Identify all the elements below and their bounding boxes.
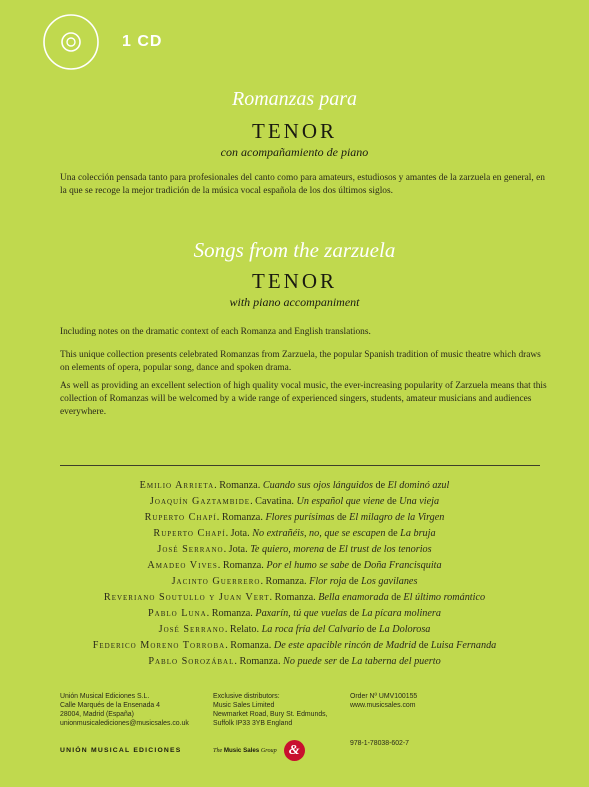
- cd-badge: [42, 12, 162, 72]
- song-entry: José Serrano. Jota. Te quiero, morena de El trust de los tenorios: [157, 544, 432, 555]
- song-de: de: [418, 640, 429, 651]
- song-composer: Pablo Sorozábal: [148, 656, 235, 667]
- order-number: Order Nº UMV100155: [350, 693, 418, 700]
- spanish-title-block: [0, 88, 589, 160]
- spanish-subtitle: con acompañamiento de piano: [220, 145, 369, 159]
- english-description-popularity: As well as providing an excellent selection of high quality vocal music, the ever-increasing popularity of Zarzuela means that this collection of Romanzas will be welcomed by a wide range of experienced singers, students, amateur musicians and audiences everywhere.: [60, 381, 547, 417]
- song-composer: Amadeo Vives: [147, 560, 218, 571]
- song-work: Los gavilanes: [361, 576, 418, 587]
- english-title: Songs from the zarzuela: [193, 238, 396, 262]
- song-work: La taberna del puerto: [351, 656, 441, 667]
- song-composer: Pablo Luna: [148, 608, 207, 619]
- song-title: No puede ser: [283, 656, 337, 667]
- song-composer: Jacinto Guerrero: [171, 576, 261, 587]
- song-de: de: [336, 512, 347, 523]
- song-title: Flor roja: [309, 576, 347, 587]
- song-title: Paxarín, tú que vuelas: [255, 608, 348, 619]
- publisher-name: Unión Musical Ediciones S.L.: [60, 693, 150, 700]
- publisher-address: [60, 692, 189, 728]
- order-info: [350, 692, 417, 710]
- song-entry: Emilio Arrieta. Romanza. Cuando sus ojos lánguidos de El dominó azul: [139, 480, 450, 491]
- song-composer: Ruperto Chapí: [144, 512, 217, 523]
- isbn: 978-1-78038-602-7: [350, 740, 409, 747]
- song-work: La pícara molinera: [361, 608, 441, 619]
- ampersand-logo-icon: &: [284, 740, 305, 761]
- song-form: Cavatina.: [255, 496, 294, 507]
- song-composer: Federico Moreno Torroba: [92, 640, 226, 651]
- song-form: Romanza.: [230, 640, 272, 651]
- song-form: Romanza.: [219, 480, 261, 491]
- song-title: Flores purísimas: [265, 512, 335, 523]
- song-form: Jota.: [230, 528, 250, 539]
- song-entry: Joaquín Gaztambide. Cavatina. Un español que viene de Una vieja: [149, 496, 440, 507]
- english-description-collection: This unique collection presents celebrated Romanzas from Zarzuela, the popular Spanish tradition of music theatre which draws on elements of opera, popular song, dance and spoken drama.: [60, 350, 541, 373]
- publisher-city: 28004, Madrid (España): [60, 711, 134, 718]
- song-work: Luisa Fernanda: [430, 640, 497, 651]
- song-entry: Ruperto Chapí. Romanza. Flores purísimas de El milagro de la Virgen: [144, 512, 445, 523]
- song-form: Jota.: [228, 544, 248, 555]
- song-entry: Federico Moreno Torroba. Romanza. De este apacible rincón de Madrid de Luisa Fernanda: [92, 640, 497, 651]
- song-composer: José Serrano: [157, 544, 224, 555]
- song-de: de: [326, 544, 337, 555]
- song-de: de: [388, 528, 398, 539]
- song-list: [0, 478, 589, 670]
- distributor-address: [213, 692, 328, 728]
- spanish-description: Una colección pensada tanto para profesionales del canto como para amateurs, estudiosos y amantes de la zarzuela en general, en la que se recoge la mejor tradición de la música vocal española de los dos últimos siglos.: [60, 173, 545, 196]
- english-subtitle: with piano accompaniment: [229, 295, 360, 309]
- song-work: El dominó azul: [387, 480, 450, 491]
- song-title: Por el humo se sabe: [266, 560, 350, 571]
- song-entry: José Serrano. Relato. La roca fría del Calvario de La Dolorosa: [158, 624, 431, 635]
- song-title: Bella enamorada: [318, 592, 389, 603]
- song-form: Romanza.: [211, 608, 253, 619]
- publisher-street: Calle Marqués de la Ensenada 4: [60, 702, 160, 709]
- song-composer: Ruperto Chapí: [153, 528, 226, 539]
- song-de: de: [348, 576, 359, 587]
- song-composer: Joaquín Gaztambide: [149, 496, 251, 507]
- website: www.musicsales.com: [350, 702, 416, 709]
- song-composer: José Serrano: [158, 624, 225, 635]
- distributor-street: Newmarket Road, Bury St. Edmunds,: [213, 711, 328, 718]
- song-form: Romanza.: [221, 512, 263, 523]
- logo-suffix: Group: [260, 747, 277, 754]
- publisher-logo: UNIÓN MUSICAL EDICIONES: [60, 747, 182, 754]
- distributor-region: Suffolk IP33 3YB England: [213, 720, 293, 727]
- song-title: Un español que viene: [296, 496, 385, 507]
- song-work: La bruja: [400, 528, 436, 539]
- compact-disc-icon: [42, 13, 100, 71]
- song-form: Romanza.: [239, 656, 281, 667]
- song-form: Romanza.: [222, 560, 264, 571]
- song-composer: Emilio Arrieta: [139, 480, 215, 491]
- distributor-name: Music Sales Limited: [213, 702, 275, 709]
- song-title: De este apacible rincón de Madrid: [273, 640, 417, 651]
- music-sales-group-wordmark: [213, 747, 277, 754]
- song-work: La Dolorosa: [378, 624, 431, 635]
- song-work: El trust de los tenorios: [338, 544, 432, 555]
- song-entry: Amadeo Vives. Romanza. Por el humo se sabe de Doña Francisquita: [147, 560, 442, 571]
- song-work: Doña Francisquita: [363, 560, 442, 571]
- song-de: de: [387, 496, 397, 507]
- song-title: Cuando sus ojos lánguidos: [262, 480, 373, 491]
- song-entry: Reveriano Soutullo y Juan Vert. Romanza. Bella enamorada de El último romántico: [103, 592, 486, 603]
- english-title-block: [0, 238, 589, 310]
- logo-name: Music Sales: [223, 747, 260, 754]
- song-work: Una vieja: [399, 496, 440, 507]
- section-divider: [60, 465, 540, 466]
- distributor-heading: Exclusive distributors:: [213, 693, 280, 700]
- song-title: Te quiero, morena: [250, 544, 325, 555]
- song-work: El último romántico: [403, 592, 486, 603]
- song-form: Relato.: [229, 624, 260, 635]
- logo-prefix: The: [213, 747, 223, 754]
- english-description-notes: Including notes on the dramatic context of each Romanza and English translations.: [60, 327, 371, 337]
- song-de: de: [351, 560, 362, 571]
- song-entry: Ruperto Chapí. Jota. No extrañéis, no, que se escapen de La bruja: [153, 528, 436, 539]
- song-entry: Pablo Luna. Romanza. Paxarín, tú que vuelas de La pícara molinera: [148, 608, 441, 619]
- song-work: El milagro de la Virgen: [349, 512, 445, 523]
- song-de: de: [339, 656, 349, 667]
- spanish-title: Romanzas para: [231, 88, 357, 110]
- song-de: de: [391, 592, 401, 603]
- publisher-email: unionmusicalediciones@musicsales.co.uk: [60, 720, 189, 727]
- music-sales-group-logo: [213, 740, 305, 761]
- song-form: Romanza.: [265, 576, 307, 587]
- song-title: La roca fría del Calvario: [261, 624, 365, 635]
- spanish-voice-heading: TENOR: [252, 119, 337, 143]
- song-composer: Reveriano Soutullo y Juan Vert: [103, 592, 270, 603]
- song-de: de: [349, 608, 360, 619]
- song-form: Romanza.: [274, 592, 316, 603]
- cd-count-label: 1 CD: [122, 33, 163, 50]
- song-de: de: [366, 624, 377, 635]
- song-de: de: [375, 480, 386, 491]
- song-entry: Pablo Sorozábal. Romanza. No puede ser de La taberna del puerto: [148, 656, 441, 667]
- english-voice-heading: TENOR: [252, 269, 337, 293]
- song-entry: Jacinto Guerrero. Romanza. Flor roja de Los gavilanes: [171, 576, 418, 587]
- song-title: No extrañéis, no, que se escapen: [252, 528, 386, 539]
